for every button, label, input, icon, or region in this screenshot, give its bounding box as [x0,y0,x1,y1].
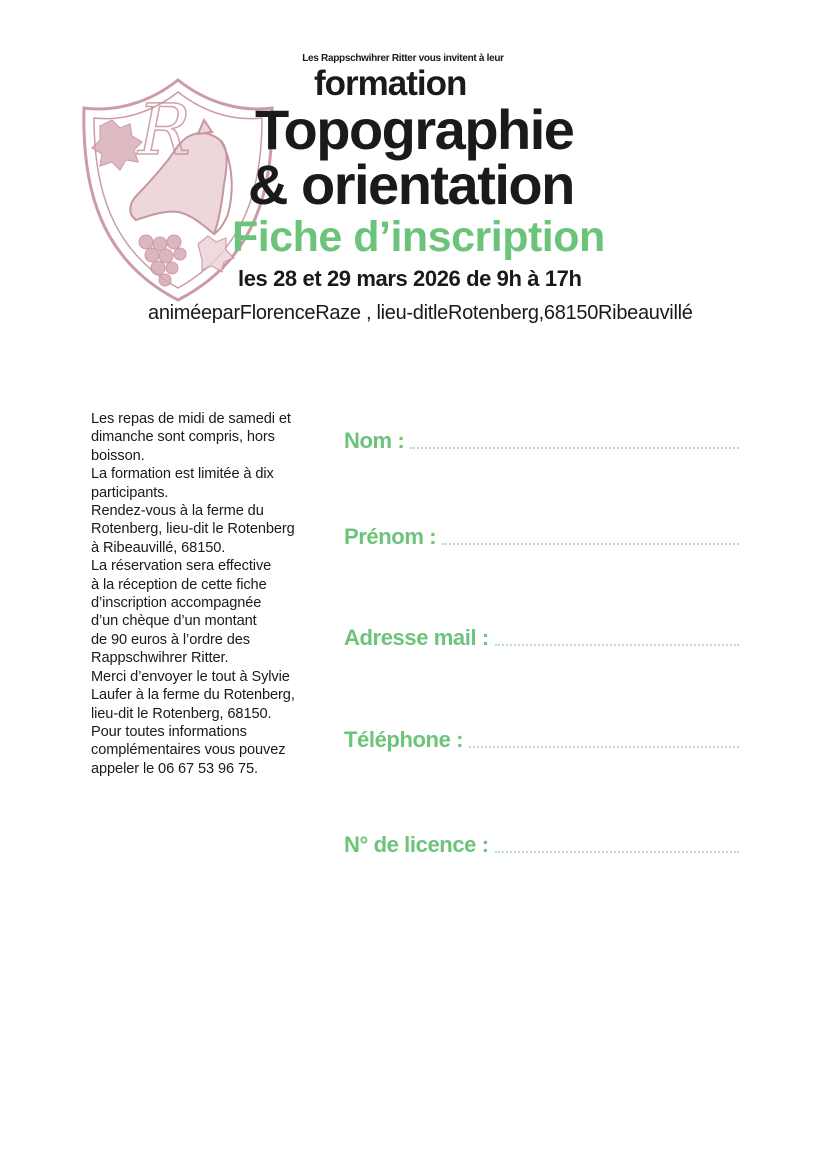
info-line: appeler le 06 67 53 96 75. [91,760,258,777]
form-subtitle: Fiche d’inscription [232,213,605,261]
info-line: boisson. [91,447,145,464]
info-line: Merci d’envoyer le tout à Sylvie [91,668,290,685]
info-line: à la réception de cette fiche [91,576,267,593]
info-line: dimanche sont compris, hors [91,429,275,446]
nom-label: Nom : [344,428,405,453]
email-field[interactable] [344,625,739,651]
licence-line[interactable] [495,850,739,853]
email-label: Adresse mail : [344,625,489,650]
title-line-1: Topographie [255,98,574,161]
info-line: La réservation sera effective [91,558,272,575]
info-line: lieu-dit le Rotenberg, 68150. [91,705,272,722]
prenom-line[interactable] [442,542,739,545]
info-line: à Ribeauvillé, 68150. [91,539,226,556]
prenom-label: Prénom : [344,524,437,549]
info-line: complémentaires vous pouvez [91,742,286,759]
nom-line[interactable] [410,446,739,449]
info-line: Les repas de midi de samedi et [91,411,291,427]
nom-field[interactable] [344,428,739,454]
info-line: de 90 euros à l’ordre des [91,631,250,648]
licence-label: N° de licence : [344,832,489,857]
email-line[interactable] [495,643,739,646]
info-line: Laufer à la ferme du Rotenberg, [91,687,295,704]
telephone-line[interactable] [469,745,739,748]
prenom-field[interactable] [344,524,739,550]
info-line: d’inscription accompagnée [91,595,262,612]
telephone-field[interactable] [344,727,739,753]
intro-text: Les Rappschwihrer Ritter vous invitent à leur [302,53,504,64]
logo-monogram: R [138,89,191,171]
telephone-label: Téléphone : [344,727,464,752]
info-text [91,410,336,778]
info-line: Rendez-vous à la ferme du [91,503,264,520]
licence-field[interactable] [344,832,739,858]
info-line: Rappschwihrer Ritter. [91,650,229,667]
info-line: Pour toutes informations [91,723,247,740]
info-line: d’un chèque d’un montant [91,613,257,630]
info-line: participants. [91,484,169,501]
info-line: La formation est limitée à dix [91,466,274,483]
event-location: animéeparFlorenceRaze , lieu-ditleRotenberg,68150Ribeauvillé [148,302,693,324]
event-dates: les 28 et 29 mars 2026 de 9h à 17h [238,266,582,291]
formation-heading: formation [314,64,467,103]
info-line: Rotenberg, lieu-dit le Rotenberg [91,521,295,538]
title-line-2: & orientation [248,153,574,216]
